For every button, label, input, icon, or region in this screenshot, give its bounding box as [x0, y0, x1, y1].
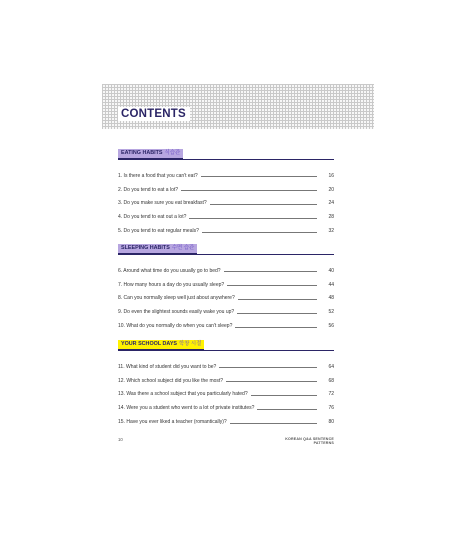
entry-label: 4. Do you tend to eat out a lot? — [118, 214, 187, 221]
entry-page: 24 — [328, 200, 334, 207]
entry-label: 14. Were you a student who went to a lot of private institutes? — [118, 405, 255, 412]
section-title: SLEEPING HABITS — [121, 244, 170, 251]
section-korean-title: 수면 습관 — [171, 244, 195, 251]
toc-entry[interactable] — [118, 415, 334, 429]
entry-page: 72 — [328, 391, 334, 398]
entry-page: 56 — [328, 323, 334, 330]
leader-line — [237, 313, 317, 314]
section-title: YOUR SCHOOL DAYS — [121, 340, 178, 347]
entry-label: 6. Around what time do you usually go to bed? — [118, 267, 221, 274]
section-divider — [118, 254, 334, 255]
entry-page: 16 — [328, 172, 334, 179]
toc-entry[interactable] — [118, 224, 334, 238]
leader-line — [189, 218, 317, 219]
entry-page: 48 — [328, 295, 334, 302]
leader-line — [181, 190, 317, 191]
leader-line — [210, 204, 317, 205]
toc-entry[interactable] — [118, 278, 334, 292]
toc-entry[interactable] — [118, 319, 334, 333]
entry-label: 5. Do you tend to eat regular meals? — [118, 228, 199, 235]
entry-label: 7. How many hours a day do you usually sleep? — [118, 281, 225, 288]
leader-line — [227, 285, 317, 286]
entry-page: 28 — [328, 214, 334, 221]
footer-book-title: KOREAN Q&A SENTENCE PATTERNS — [285, 437, 334, 445]
toc-entry[interactable] — [118, 360, 334, 374]
toc-entry[interactable] — [118, 388, 334, 402]
footer-page-number: 10 — [118, 437, 123, 442]
toc-entry[interactable] — [118, 169, 334, 183]
entry-page: 44 — [328, 281, 334, 288]
entry-page: 40 — [328, 267, 334, 274]
leader-line — [238, 299, 317, 300]
toc-entry[interactable] — [118, 264, 334, 278]
entry-label: 3. Do you make sure you eat breakfast? — [118, 200, 207, 207]
entry-label: 2. Do you tend to eat a lot? — [118, 186, 179, 193]
toc-entry[interactable] — [118, 305, 334, 319]
section-badge — [118, 149, 183, 159]
section-divider — [118, 350, 334, 351]
entry-label: 12. Which school subject did you like the most? — [118, 377, 224, 384]
toc-entry[interactable] — [118, 210, 334, 224]
entry-page: 80 — [328, 419, 334, 426]
entry-label: 1. Is there a food that you can't eat? — [118, 172, 198, 179]
leader-line — [230, 423, 317, 424]
toc-entry[interactable] — [118, 374, 334, 388]
section-school-days — [118, 340, 334, 429]
section-badge — [118, 244, 197, 254]
leader-line — [257, 409, 317, 410]
entry-page: 76 — [328, 405, 334, 412]
entry-page: 32 — [328, 228, 334, 235]
toc-entry[interactable] — [118, 183, 334, 197]
section-korean-title: 식습관 — [164, 149, 181, 156]
leader-line — [201, 176, 317, 177]
entry-page: 64 — [328, 363, 334, 370]
section-sleeping-habits — [118, 244, 334, 333]
entry-label: 10. What do you normally do when you can't sleep? — [118, 323, 233, 330]
entry-label: 11. What kind of student did you want to be? — [118, 363, 217, 370]
toc-entry[interactable] — [118, 292, 334, 306]
toc-entry[interactable] — [118, 401, 334, 415]
section-divider — [118, 159, 334, 160]
section-eating-habits — [118, 149, 334, 238]
section-badge — [118, 340, 204, 350]
leader-line — [251, 395, 317, 396]
section-korean-title: 학창 시절 — [179, 340, 202, 347]
entry-label: 8. Can you normally sleep well just about anywhere? — [118, 295, 235, 302]
entry-label: 13. Was there a school subject that you particularly hated? — [118, 391, 248, 398]
entry-page: 52 — [328, 309, 334, 316]
page-title: CONTENTS — [118, 107, 190, 121]
leader-line — [235, 327, 317, 328]
leader-line — [226, 381, 317, 382]
entry-label: 15. Have you ever liked a teacher (romantically)? — [118, 419, 227, 426]
entry-page: 20 — [328, 186, 334, 193]
leader-line — [219, 367, 317, 368]
entry-page: 68 — [328, 377, 334, 384]
toc-entry[interactable] — [118, 197, 334, 211]
section-title: EATING HABITS — [121, 149, 163, 156]
leader-line — [202, 232, 317, 233]
entry-label: 9. Do even the slightest sounds easily wake you up? — [118, 309, 235, 316]
leader-line — [224, 271, 317, 272]
